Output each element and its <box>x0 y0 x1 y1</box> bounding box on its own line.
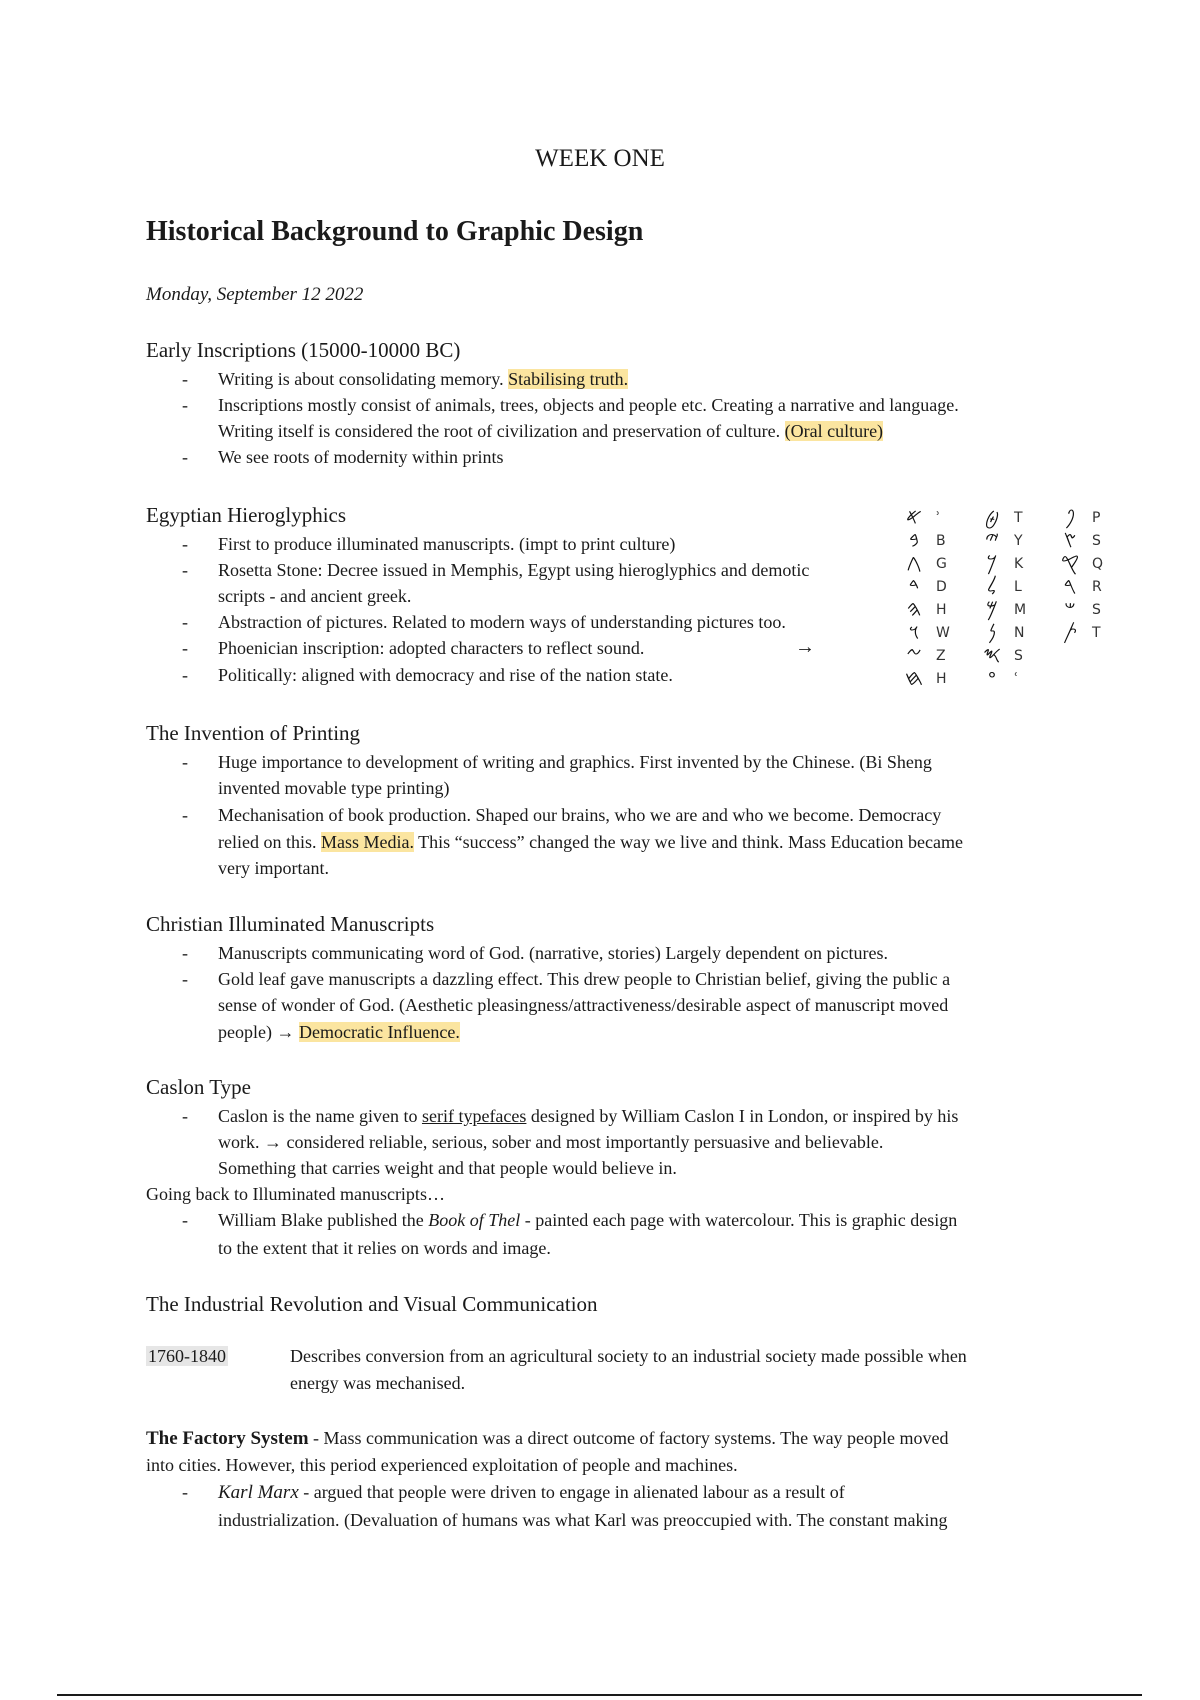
bullet-item-continued <box>218 421 883 442</box>
paragraph-text-continued: into cities. However, this period experienced exploitation of people and machines. <box>146 1455 738 1475</box>
factory-system-label: The Factory System <box>146 1428 309 1449</box>
bullet-dash: - <box>182 752 188 772</box>
person-name: Karl Marx <box>218 1482 299 1503</box>
section-heading-early-inscriptions: Early Inscriptions (15000-10000 BC) <box>146 338 461 362</box>
bullet-text: William Blake published the <box>218 1210 429 1230</box>
latin-letter-label: G <box>936 556 947 572</box>
bullet-dash: - <box>182 1106 188 1126</box>
latin-letter-label: K <box>1014 556 1024 572</box>
latin-letter-label: R <box>1092 579 1102 595</box>
phoenician-glyph: 𐤄 <box>906 597 922 622</box>
bullet-item-continued: invented movable type printing) <box>218 778 450 798</box>
phoenician-glyph: 𐤍 <box>987 620 997 645</box>
bullet-dash: - <box>182 665 188 685</box>
bullet-item-continued: sense of wonder of God. (Aesthetic pleasingness/attractiveness/desirable aspect of manuscript moved <box>218 995 949 1015</box>
bullet-text: This “success” changed the way we live and think. Mass Education became <box>413 832 963 852</box>
latin-letter-label: L <box>1014 579 1022 595</box>
phoenician-glyph: 𐤕 <box>1062 620 1078 645</box>
bullet-dash: - <box>182 638 188 658</box>
latin-letter-label: Y <box>1014 533 1023 549</box>
highlight: (Oral culture) <box>784 421 884 441</box>
phoenician-glyph: 𐤁 <box>908 528 920 553</box>
bullet-item: Gold leaf gave manuscripts a dazzling effect. This drew people to Christian belief, giving the public a <box>218 969 951 989</box>
bullet-dash: - <box>182 395 188 415</box>
bullet-dash: - <box>182 1210 188 1230</box>
latin-letter-label: W <box>936 625 950 641</box>
phoenician-glyph: 𐤅 <box>908 620 920 645</box>
section-heading-caslon-type: Caslon Type <box>146 1075 251 1099</box>
latin-letter-label: Z <box>936 648 946 664</box>
bullet-text: relied on this. <box>218 832 321 852</box>
bullet-item-continued: industrialization. (Devaluation of humans was what Karl was preoccupied with. The constant making <box>218 1510 948 1530</box>
phoenician-glyph: 𐤔 <box>1064 597 1076 622</box>
latin-letter-label: S <box>1014 648 1023 664</box>
definition-text: Describes conversion from an agricultural society to an industrial society made possible when <box>290 1346 967 1366</box>
bullet-dash: - <box>182 943 188 963</box>
bullet-text: - painted each page with watercolour. This is graphic design <box>520 1210 958 1230</box>
bullet-item-continued: Something that carries weight and that people would believe in. <box>218 1158 677 1178</box>
bullet-item <box>218 1482 845 1504</box>
bullet-text: Writing is about consolidating memory. <box>218 369 509 389</box>
phoenician-glyph: 𐤊 <box>986 551 998 576</box>
phoenician-glyph: 𐤈 <box>984 508 1000 530</box>
bullet-dash: - <box>182 560 188 580</box>
bullet-dash: - <box>182 805 188 825</box>
highlight: Stabilising truth. <box>508 369 629 389</box>
phoenician-glyph: 𐤀 <box>905 508 923 530</box>
phoenician-glyph: 𐤂 <box>906 551 922 576</box>
date-line: Monday, September 12 2022 <box>146 284 364 305</box>
latin-letter-label: M <box>1014 602 1027 618</box>
bullet-text: Caslon is the name given to <box>218 1106 422 1126</box>
bullet-item: Phoenician inscription: adopted characters to reflect sound. <box>218 638 645 658</box>
week-label: WEEK ONE <box>535 145 665 172</box>
latin-letter-label: P <box>1092 510 1101 526</box>
alphabet-column-3 <box>1061 508 1103 645</box>
bullet-text: - argued that people were driven to engage in alienated labour as a result of <box>298 1482 845 1502</box>
bullet-item: Manuscripts communicating word of God. (narrative, stories) Largely dependent on pictures. <box>218 943 888 963</box>
bullet-dash: - <box>182 969 188 989</box>
phoenician-glyph: 𐤆 <box>906 643 922 668</box>
bullet-item: Abstraction of pictures. Related to modern ways of understanding pictures too. <box>218 612 786 632</box>
bullet-dash: - <box>182 534 188 554</box>
alphabet-column-2 <box>983 508 1026 691</box>
bullet-item: Inscriptions mostly consist of animals, trees, objects and people etc. Creating a narrative and language. <box>218 395 959 415</box>
bullet-text: people) → <box>218 1022 299 1042</box>
highlight: Democratic Influence. <box>298 1022 460 1042</box>
phoenician-glyph: 𐤏 <box>987 666 997 691</box>
section-heading-egyptian-hieroglyphics: Egyptian Hieroglyphics <box>146 503 347 527</box>
page-title: Historical Background to Graphic Design <box>146 216 644 247</box>
latin-letter-label: ʿ <box>1014 671 1019 687</box>
latin-letter-label: T <box>1092 625 1101 641</box>
years-label <box>146 1346 228 1367</box>
phoenician-glyph: 𐤎 <box>982 643 1002 668</box>
bullet-item <box>218 1210 957 1231</box>
latin-letter-label: T <box>1014 510 1023 526</box>
factory-system-paragraph <box>146 1428 949 1450</box>
latin-letter-label: B <box>936 533 946 549</box>
bullet-item <box>218 369 628 390</box>
bullet-item-continued: to the extent that it relies on words and image. <box>218 1238 551 1258</box>
bullet-item: We see roots of modernity within prints <box>218 447 504 467</box>
bullet-item: Huge importance to development of writing and graphics. First invented by the Chinese. (Bi Sheng <box>218 752 932 772</box>
serif-typefaces-link[interactable]: serif typefaces <box>421 1106 527 1126</box>
phoenician-glyph: 𐤃 <box>908 574 920 599</box>
definition-text-continued: energy was mechanised. <box>290 1373 466 1393</box>
section-heading-industrial-revolution: The Industrial Revolution and Visual Communication <box>146 1292 598 1316</box>
latin-letter-label: Q <box>1092 556 1104 572</box>
latin-letter-label: H <box>936 671 947 687</box>
book-title: Book of Thel <box>428 1210 521 1230</box>
bullet-item <box>218 1106 958 1127</box>
bullet-item: Mechanisation of book production. Shaped our brains, who we are and who we become. Democracy <box>218 805 942 825</box>
footer-rule <box>57 1694 1142 1696</box>
latin-letter-label: S <box>1092 533 1101 549</box>
paragraph-text: Going back to Illuminated manuscripts… <box>146 1184 445 1204</box>
bullet-item: First to produce illuminated manuscripts. (impt to print culture) <box>218 534 676 554</box>
bullet-item-continued: scripts - and ancient greek. <box>218 586 412 606</box>
bullet-item-continued <box>218 832 963 853</box>
phoenician-glyph: 𐤉 <box>984 528 1000 553</box>
bullet-item-continued <box>218 1022 460 1043</box>
bullet-dash: - <box>182 1482 188 1502</box>
bullet-item: Rosetta Stone: Decree issued in Memphis, Egypt using hieroglyphics and demotic <box>218 560 810 580</box>
section-heading-invention-of-printing: The Invention of Printing <box>146 721 361 745</box>
phoenician-glyph: 𐤌 <box>985 597 999 622</box>
bullet-dash: - <box>182 612 188 632</box>
bullet-dash: - <box>182 369 188 389</box>
latin-letter-label: ʾ <box>936 510 941 526</box>
highlight: Mass Media. <box>320 832 414 852</box>
bullet-text: Writing itself is considered the root of civilization and preservation of culture. <box>218 421 785 441</box>
latin-letter-label: H <box>936 602 947 618</box>
phoenician-glyph: 𐤐 <box>1064 508 1076 530</box>
phoenician-alphabet-figure <box>900 508 1120 708</box>
paragraph-text: - Mass communication was a direct outcome of factory systems. The way people moved <box>308 1428 949 1448</box>
phoenician-glyph: 𐤒 <box>1060 551 1080 576</box>
latin-letter-label: S <box>1092 602 1101 618</box>
bullet-item: Politically: aligned with democracy and rise of the nation state. <box>218 665 673 685</box>
bullet-text: designed by William Caslon I in London, or inspired by his <box>526 1106 959 1126</box>
bullet-item-continued: work. → considered reliable, serious, sober and most importantly persuasive and believable. <box>218 1132 884 1152</box>
latin-letter-label: N <box>1014 625 1025 641</box>
phoenician-glyph: 𐤋 <box>986 574 998 599</box>
phoenician-glyph: 𐤇 <box>904 666 924 691</box>
latin-letter-label: D <box>936 579 947 595</box>
phoenician-glyph: 𐤑 <box>1063 528 1077 553</box>
alphabet-column-1 <box>905 508 950 691</box>
bullet-item-continued: very important. <box>218 858 329 878</box>
right-arrow-icon: → <box>795 636 815 658</box>
years-value: 1760-1840 <box>148 1346 226 1366</box>
section-heading-christian-manuscripts: Christian Illuminated Manuscripts <box>146 912 435 936</box>
phoenician-glyph: 𐤓 <box>1063 574 1077 599</box>
bullet-dash: - <box>182 447 188 467</box>
